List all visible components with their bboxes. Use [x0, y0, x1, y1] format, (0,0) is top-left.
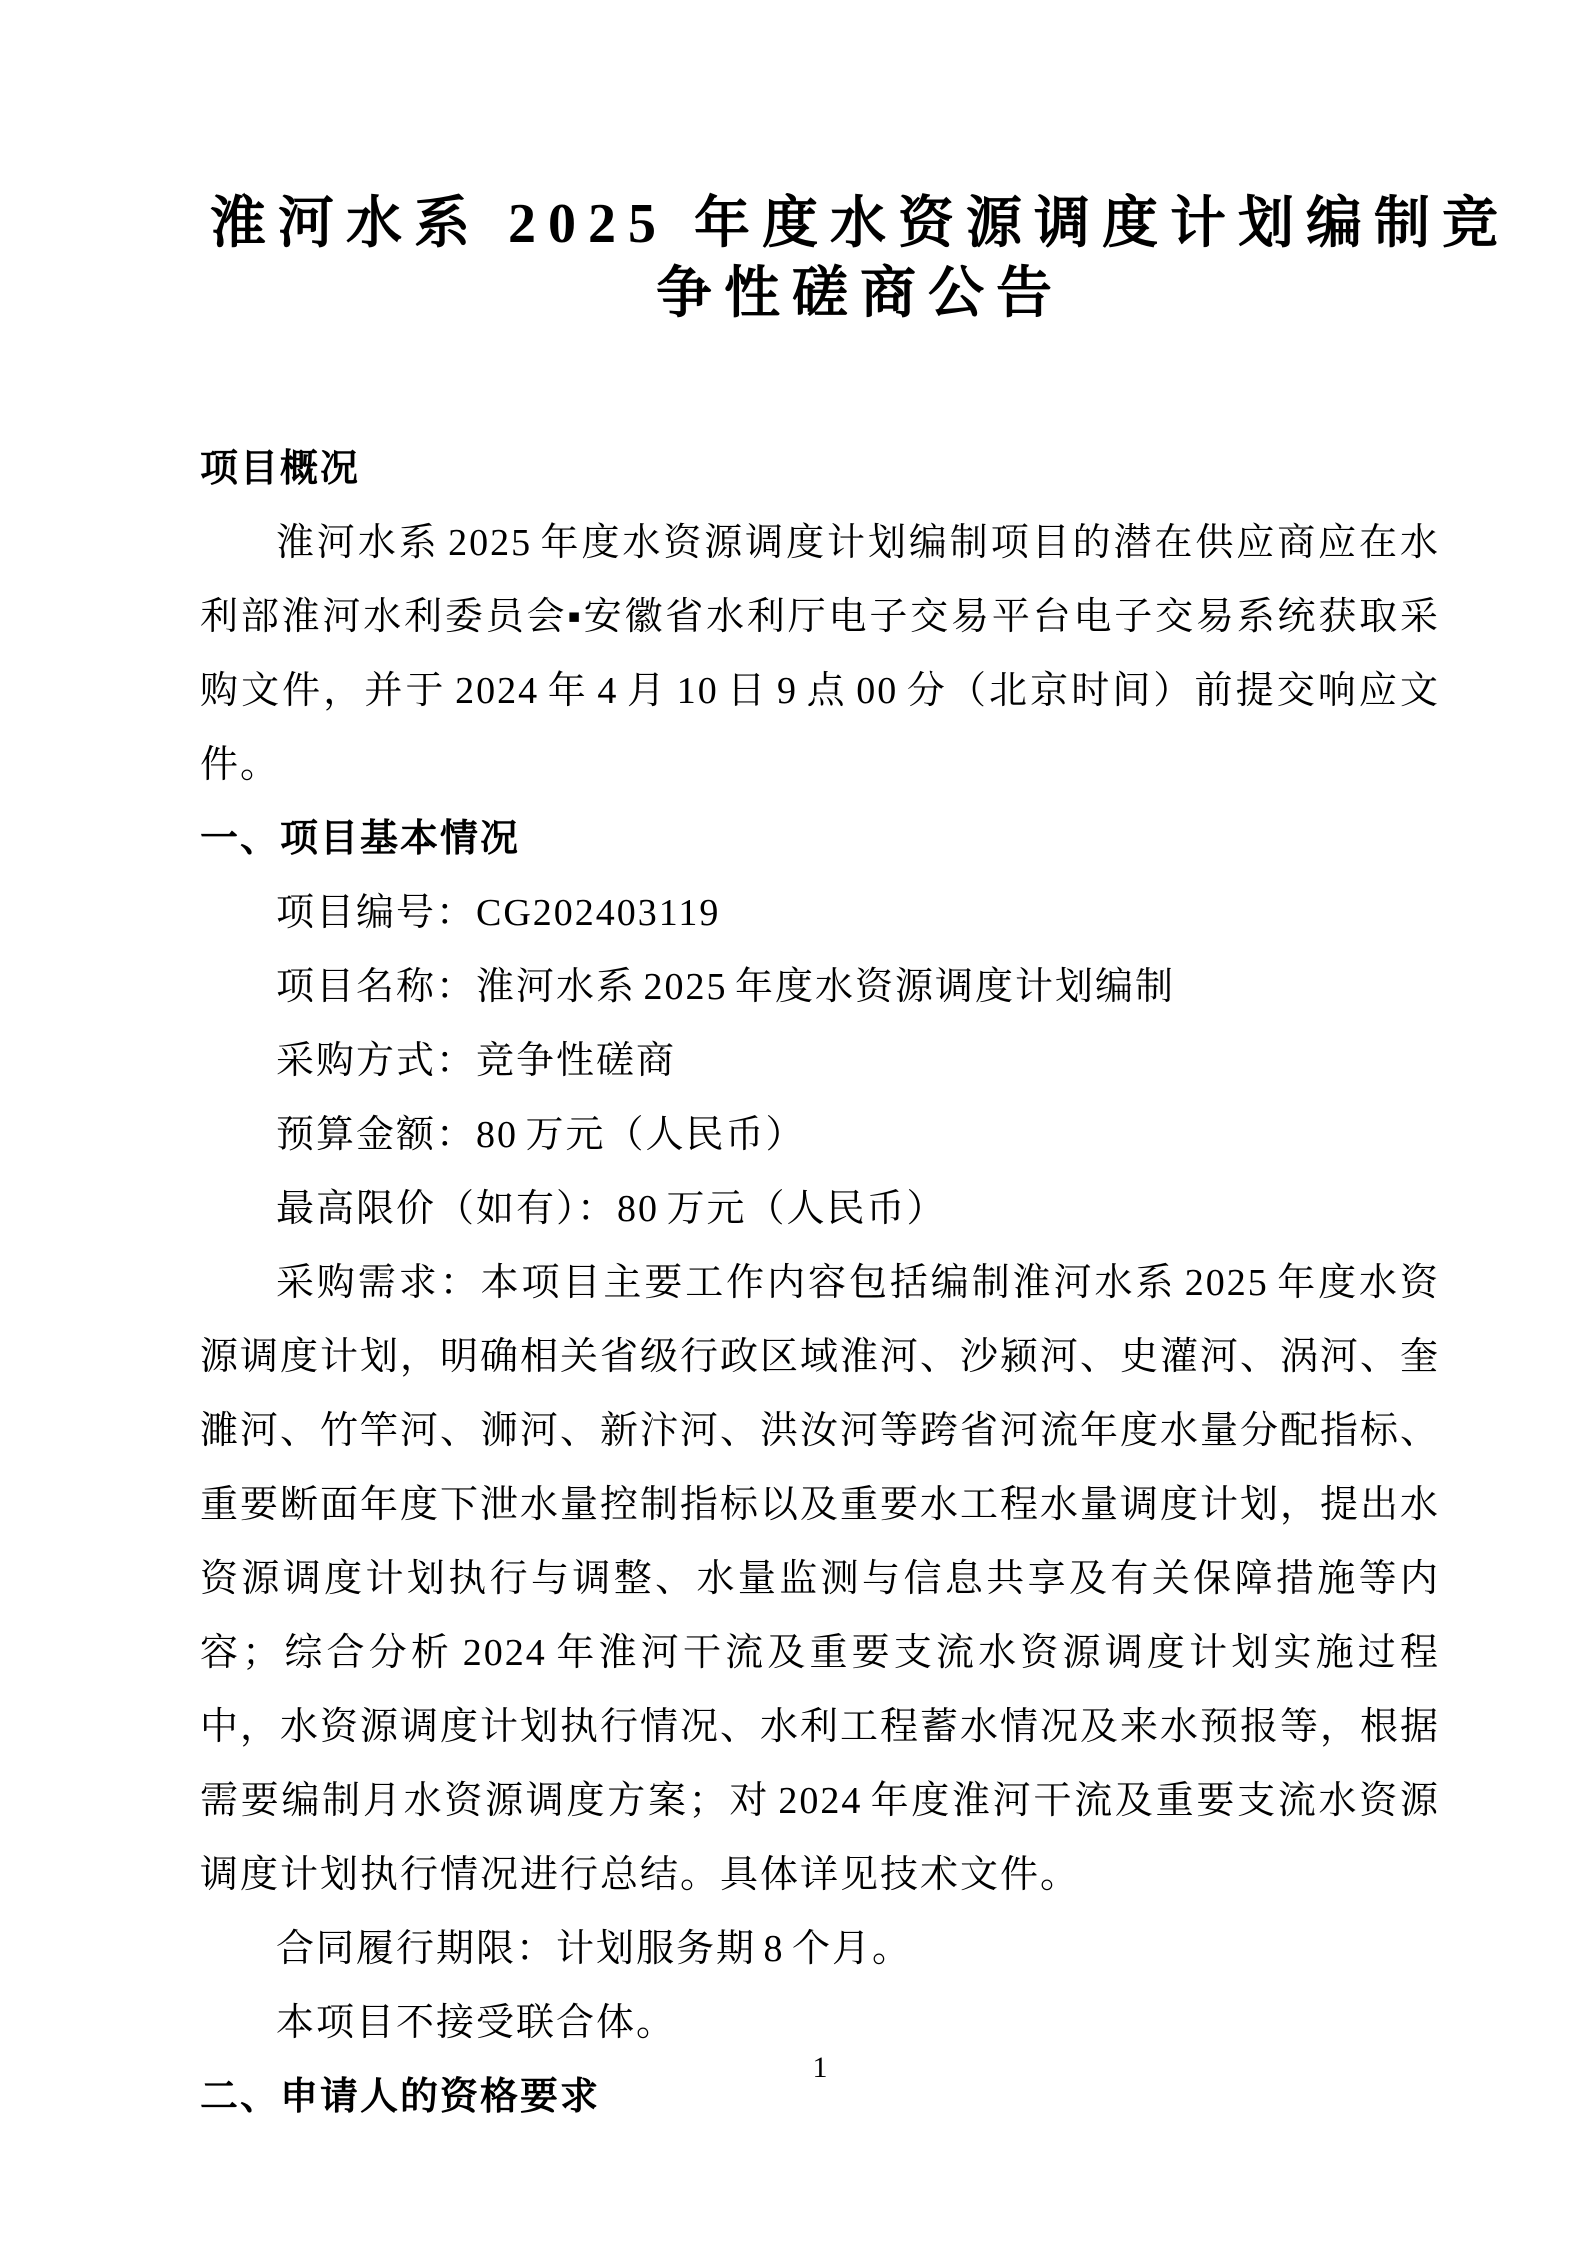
document-content	[200, 0, 1510, 2134]
section-overview	[200, 432, 1440, 802]
procurement-requirements-paragraph: 采购需求：本项目主要工作内容包括编制淮河水系 2025 年度水资源调度计划，明确相关省级行政区域淮河、沙颍河、史灌河、涡河、奎濉河、竹竿河、浉河、新汴河、洪汝河等跨省河流年度水量分配指标、重要断面年度下泄水量控制指标以及重要水工程水量调度计划，提出水资源调度计划执行与调整、水量监测与信息共享及有关保障措施等内容；综合分析 2024 年淮河干流及重要支流水资源调度计划实施过程中，水资源调度计划执行情况、水利工程蓄水情况及来水预报等，根据需要编制月水资源调度方案；对 2024 年度淮河干流及重要支流水资源调度计划执行情况进行总结。具体详见技术文件。	[200, 1262, 1441, 1896]
section-basic-info	[200, 802, 1440, 2060]
project-number-line: 项目编号：CG202403119	[276, 892, 721, 934]
no-consortium-line: 本项目不接受联合体。	[276, 2002, 677, 2044]
project-name-line: 项目名称：淮河水系 2025 年度水资源调度计划编制	[276, 966, 1176, 1008]
basic-info-heading: 一、项目基本情况	[200, 818, 521, 860]
document-title: 淮河水系 2025 年度水资源调度计划编制竞争性磋商公告	[210, 193, 1510, 325]
overview-heading: 项目概况	[200, 448, 361, 490]
overview-paragraph: 淮河水系 2025 年度水资源调度计划编制项目的潜在供应商应在水利部淮河水利委员会▪安徽省水利厅电子交易平台电子交易系统获取采购文件，并于 2024 年 4 月 10 日 9 点 00 分（北京时间）前提交响应文件。	[200, 522, 1440, 786]
procurement-method-line: 采购方式：竞争性磋商	[276, 1040, 677, 1082]
budget-amount-line: 预算金额：80 万元（人民币）	[276, 1114, 806, 1156]
qualification-heading: 二、申请人的资格要求	[200, 2076, 601, 2118]
contract-period-line: 合同履行期限：计划服务期 8 个月。	[276, 1928, 913, 1970]
max-price-line: 最高限价（如有）：80 万元（人民币）	[276, 1188, 947, 1230]
page-number: 1	[812, 2051, 828, 2084]
